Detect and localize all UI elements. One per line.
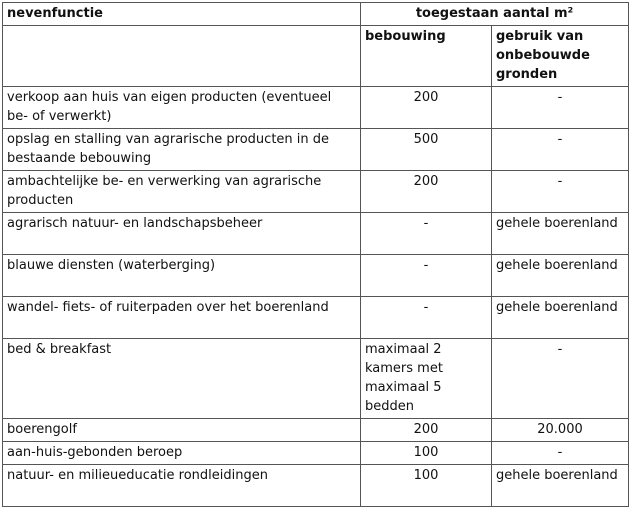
cell-functie: verkoop aan huis van eigen producten (eventueel be- of verwerkt) <box>3 87 361 129</box>
table-row <box>3 87 629 129</box>
table-row <box>3 442 629 465</box>
document-page <box>2 2 629 507</box>
table-row <box>3 419 629 442</box>
cell-bebouwing: maximaal 2 kamers met maximaal 5 bedden <box>361 339 492 419</box>
cell-bebouwing: - <box>361 213 492 255</box>
cell-functie: ambachtelijke be- en verwerking van agrarische producten <box>3 171 361 213</box>
cell-functie: natuur- en milieueducatie rondleidingen <box>3 465 361 507</box>
cell-functie: aan-huis-gebonden beroep <box>3 442 361 465</box>
cell-gebruik: - <box>492 339 629 419</box>
cell-bebouwing: 200 <box>361 419 492 442</box>
cell-gebruik: 20.000 <box>492 419 629 442</box>
cell-gebruik: - <box>492 442 629 465</box>
table-row <box>3 339 629 419</box>
cell-functie: blauwe diensten (waterberging) <box>3 255 361 297</box>
header-toegestaan-aantal: toegestaan aantal m² <box>361 3 629 26</box>
cell-functie: opslag en stalling van agrarische producten in de bestaande bebouwing <box>3 129 361 171</box>
header-gebruik: gebruik van onbebouwde gronden <box>492 26 629 87</box>
table-row <box>3 129 629 171</box>
cell-functie: boerengolf <box>3 419 361 442</box>
cell-bebouwing: 500 <box>361 129 492 171</box>
header-bebouwing: bebouwing <box>361 26 492 87</box>
table-row <box>3 171 629 213</box>
cell-gebruik: gehele boerenland <box>492 255 629 297</box>
cell-functie: agrarisch natuur- en landschapsbeheer <box>3 213 361 255</box>
table-row <box>3 465 629 507</box>
cell-functie: wandel- fiets- of ruiterpaden over het boerenland <box>3 297 361 339</box>
cell-gebruik: - <box>492 129 629 171</box>
cell-bebouwing: - <box>361 297 492 339</box>
cell-functie: bed & breakfast <box>3 339 361 419</box>
header-empty-cell <box>3 26 361 87</box>
nevenfuncties-table <box>2 2 629 507</box>
cell-gebruik: gehele boerenland <box>492 465 629 507</box>
cell-gebruik: gehele boerenland <box>492 213 629 255</box>
cell-bebouwing: 200 <box>361 87 492 129</box>
table-row <box>3 213 629 255</box>
cell-bebouwing: 200 <box>361 171 492 213</box>
cell-bebouwing: 100 <box>361 465 492 507</box>
header-nevenfunctie: nevenfunctie <box>3 3 361 26</box>
table-row <box>3 255 629 297</box>
cell-bebouwing: - <box>361 255 492 297</box>
cell-gebruik: - <box>492 171 629 213</box>
cell-bebouwing: 100 <box>361 442 492 465</box>
cell-gebruik: gehele boerenland <box>492 297 629 339</box>
table-row <box>3 297 629 339</box>
cell-gebruik: - <box>492 87 629 129</box>
